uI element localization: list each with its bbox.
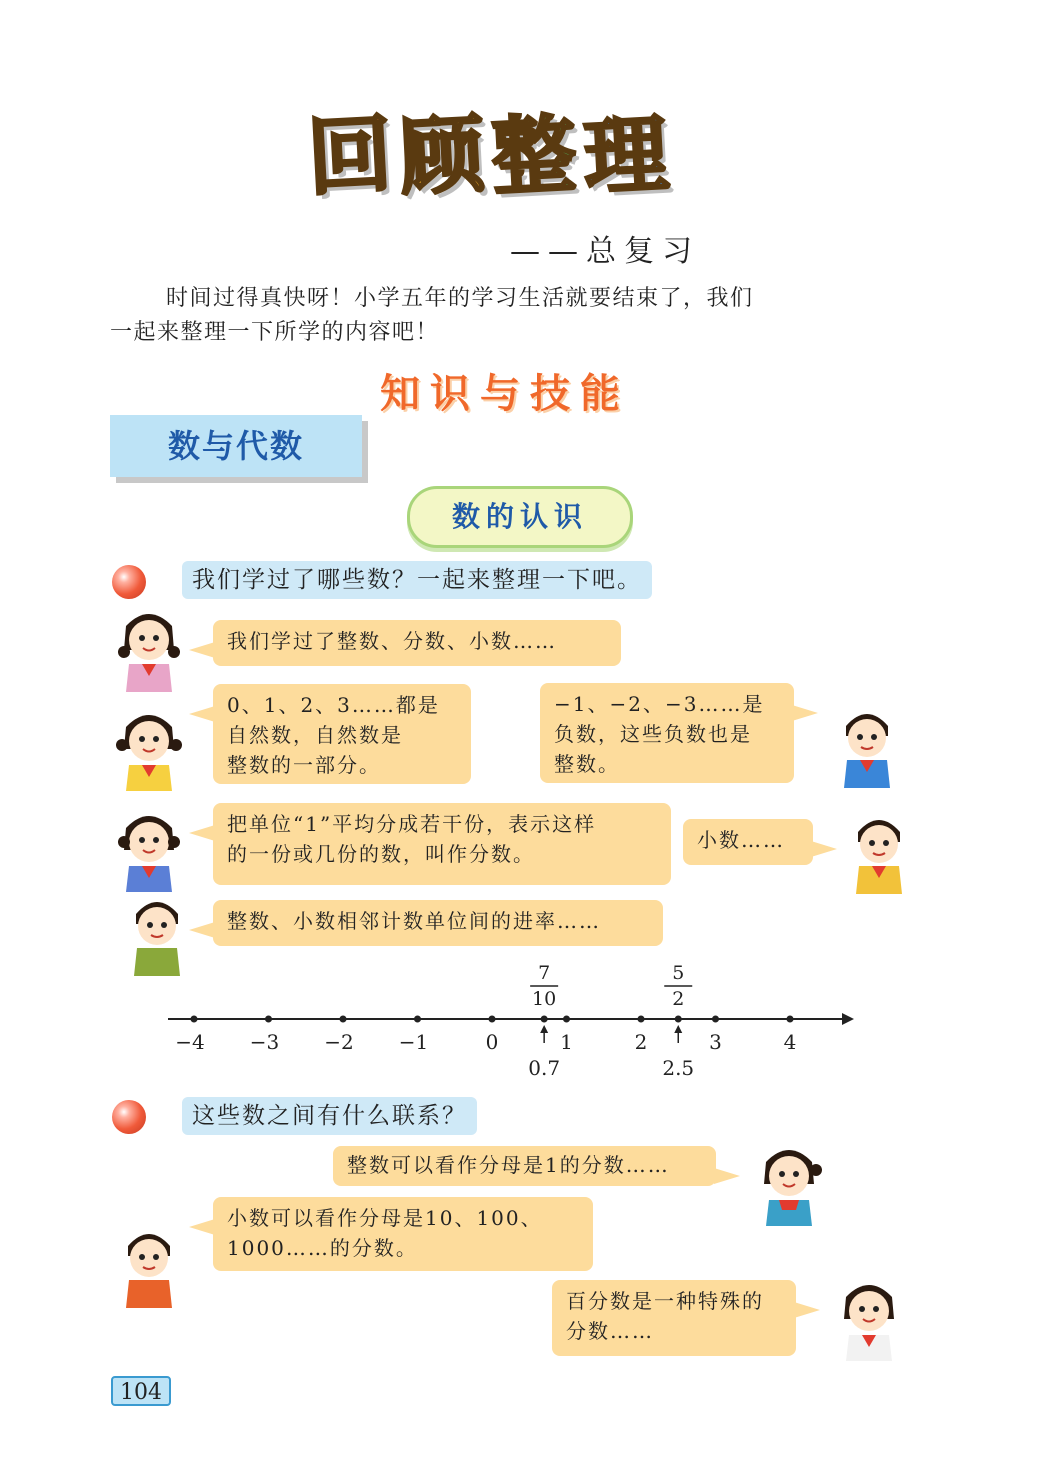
speech-bubble-7: 整数可以看作分母是1的分数…… — [333, 1146, 716, 1186]
number-line-tick — [340, 1016, 347, 1023]
number-line-tick-label: 4 — [783, 1030, 797, 1054]
boy-avatar-icon — [842, 808, 916, 894]
bullet-ball-icon — [112, 1100, 146, 1134]
fraction-denominator: 2 — [672, 988, 685, 1010]
bubble-2-line-3: 整数的一部分。 — [227, 753, 381, 777]
speech-bubble-4 — [213, 803, 671, 885]
number-line-tick — [712, 1016, 719, 1023]
number-line-tick-label: −2 — [324, 1030, 354, 1054]
bubble-4-line-2: 的一份或几份的数，叫作分数。 — [227, 842, 535, 866]
bubble-4-line-1: 把单位“1”平均分成若干份，表示这样 — [227, 812, 597, 836]
speech-bubble-6: 整数、小数相邻计数单位间的进率…… — [213, 900, 663, 946]
marked-point — [541, 1016, 548, 1023]
girl-avatar-icon — [752, 1140, 826, 1226]
bubble-8-line-1: 小数可以看作分母是10、100、 — [227, 1206, 543, 1230]
number-line-arrow-icon — [842, 1013, 854, 1025]
section-title: 知识与技能 — [380, 371, 630, 417]
girl-avatar-icon — [112, 606, 186, 692]
title-char-4: 理 — [581, 104, 671, 208]
question-2: 这些数之间有什么联系？ — [182, 1097, 477, 1135]
number-line-tick — [787, 1016, 794, 1023]
speech-bubble-2 — [213, 684, 471, 784]
number-line — [160, 955, 860, 1085]
number-line-tick-label: −4 — [175, 1030, 205, 1054]
bubble-9-line-2: 分数…… — [566, 1319, 654, 1343]
number-line-tick-label: −1 — [398, 1030, 429, 1054]
bubble-3-line-2: 负数，这些负数也是 — [554, 722, 752, 746]
boy-avatar-icon — [830, 702, 904, 788]
pointer-arrow-icon — [540, 1025, 548, 1033]
speech-bubble-5: 小数…… — [683, 819, 813, 865]
intro-paragraph — [110, 282, 910, 350]
boy-avatar-icon — [112, 1222, 186, 1308]
bubble-2-line-1: 0、1、2、3……都是 — [227, 693, 440, 717]
decimal-label: 2.5 — [662, 1056, 695, 1080]
girl-avatar-icon — [832, 1275, 906, 1361]
fraction-numerator: 7 — [538, 962, 551, 984]
topic-pill: 数的认识 — [407, 486, 633, 548]
page-title — [305, 104, 685, 218]
speech-bubble-1: 我们学过了整数、分数、小数…… — [213, 620, 621, 666]
number-line-tick — [191, 1016, 198, 1023]
number-line-tick — [638, 1016, 645, 1023]
intro-line-2: 一起来整理一下所学的内容吧！ — [110, 320, 440, 345]
category-tab: 数与代数 — [110, 415, 362, 477]
number-line-tick-label: −3 — [249, 1030, 280, 1054]
decimal-label: 0.7 — [528, 1056, 561, 1080]
page-number: 104 — [111, 1376, 171, 1406]
title-char-2: 顾 — [397, 104, 487, 208]
bubble-3-line-3: 整数。 — [554, 752, 620, 776]
bubble-2-line-2: 自然数，自然数是 — [227, 723, 403, 747]
number-line-tick-label: 3 — [709, 1030, 722, 1054]
number-line-tick-label: 1 — [560, 1030, 573, 1054]
marked-point — [675, 1016, 682, 1023]
title-char-3: 整 — [489, 104, 579, 208]
number-line-tick — [489, 1016, 496, 1023]
speech-bubble-3 — [540, 683, 794, 783]
fraction-numerator: 5 — [672, 962, 685, 984]
subtitle: ——总复习 — [510, 234, 700, 269]
speech-bubble-8 — [213, 1197, 593, 1271]
number-line-tick — [265, 1016, 272, 1023]
girl-avatar-icon — [112, 806, 186, 892]
number-line-tick-label: 2 — [634, 1030, 648, 1054]
bubble-9-line-1: 百分数是一种特殊的 — [566, 1289, 764, 1313]
fraction-denominator: 10 — [532, 988, 557, 1010]
intro-line-1: 时间过得真快呀！小学五年的学习生活就要结束了，我们 — [166, 286, 754, 311]
title-char-1: 回 — [305, 104, 395, 208]
girl-avatar-icon — [112, 705, 186, 791]
bullet-ball-icon — [112, 565, 146, 599]
number-line-tick — [414, 1016, 421, 1023]
bubble-3-line-1: −1、−2、−3……是 — [554, 692, 765, 716]
bubble-8-line-2: 1000……的分数。 — [227, 1236, 418, 1260]
pointer-arrow-icon — [674, 1025, 682, 1033]
speech-bubble-9 — [552, 1280, 796, 1356]
question-1: 我们学过了哪些数？一起来整理一下吧。 — [182, 561, 652, 599]
number-line-tick-label: 0 — [485, 1030, 499, 1054]
number-line-tick — [563, 1016, 570, 1023]
